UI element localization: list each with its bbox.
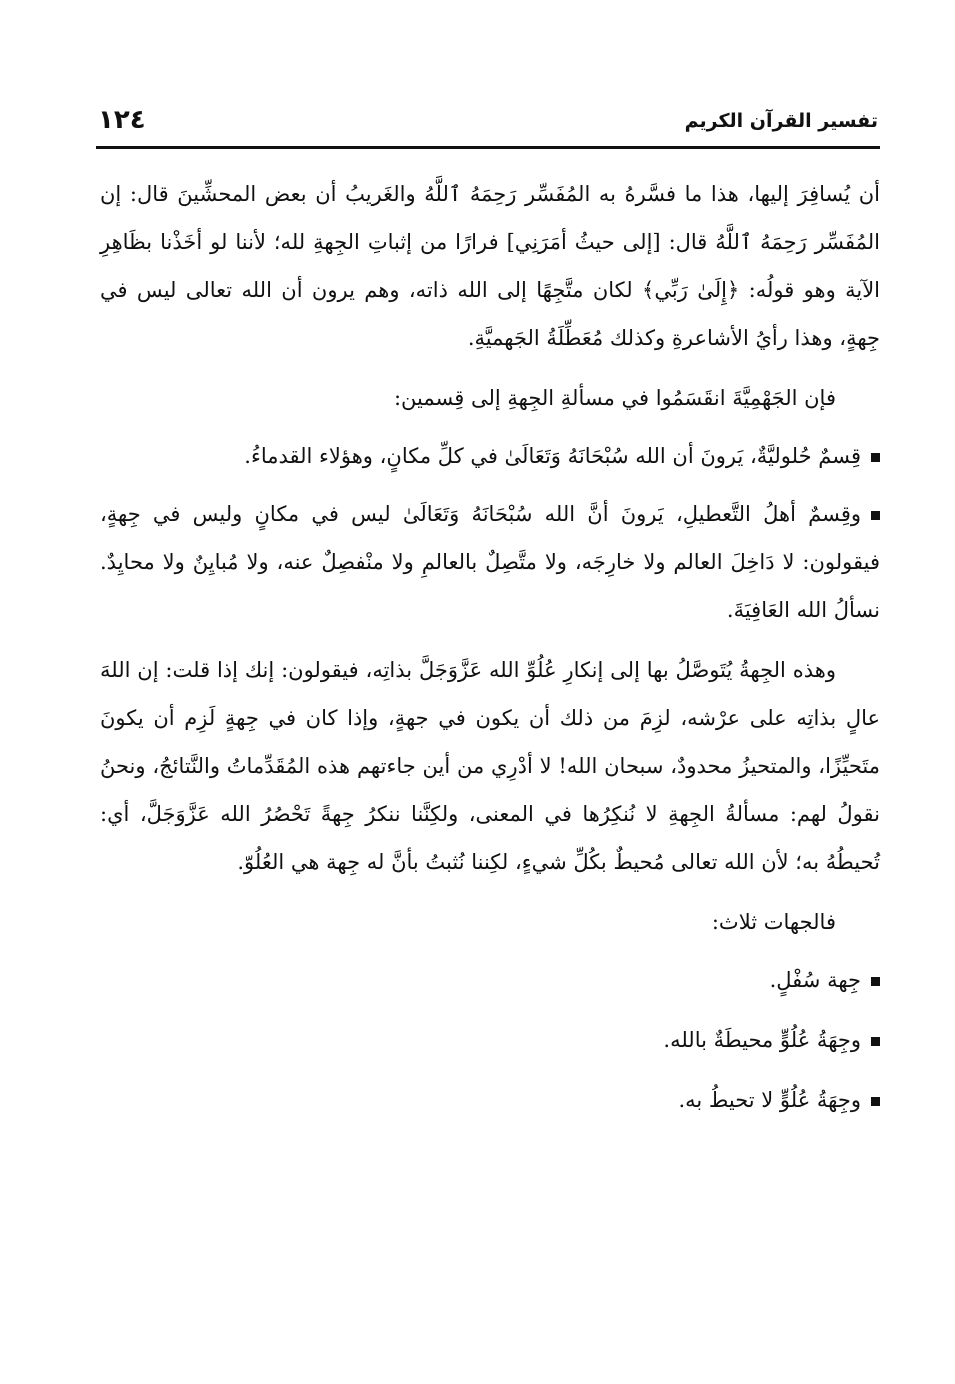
- list-item: [100, 1014, 880, 1066]
- paragraph-1: أن يُسافِرَ إليها، هذا ما فسَّرهُ به المُفَسِّر رَحِمَهُ ٱللَّهُ والغَريبُ أن بعض المحشِّينَ قال: إن المُفَسِّر رَحِمَهُ ٱللَّهُ قال: [إلى حيثُ أمَرَنِي] فرارًا من إثباتِ الجِهةِ لله؛ لأننا لو أخَذْنا بظَاهِرِ الآية وهو قولُه: ﴿إِلَىٰ رَبِّي﴾ لكان متَّجِهًا إلى الله ذاته، وهم يرون أن الله تعالى ليس في جِهةٍ، وهذا رأيُ الأشاعرةِ وكذلك مُعَطِّلَةُ الجَهميَّةِ.: [100, 182, 880, 350]
- book-title: تفسير القرآن الكريم: [684, 110, 878, 132]
- running-header: [98, 102, 878, 144]
- bullet-square-icon: [871, 1037, 880, 1046]
- paragraph-3: وهذه الجِهةُ يُتَوصَّلُ بها إلى إنكارِ عُلُوِّ الله عَزَّوَجَلَّ بذاتِه، فيقولون: إنك إذا قلت: إن اللهَ عالٍ بذاتِه على عرْشه، لزِمَ من ذلك أن يكون في جهةٍ، وإذا كان في جِهةٍ لَزِم أن يكونَ متَحيِّزًا، والمتحيزُ محدودٌ، سبحان الله! لا أدْرِي من أين جاءتهم هذه المُقَدِّماتُ والنَّتائجُ، ونحنُ نقولُ لهم: مسألةُ الجِهةِ لا نُنكِرُها في المعنى، ولكِنَّنا ننكرُ جِهةً تَحْصُرُ الله عَزَّوَجَلَّ، أي: تُحيطُهُ به؛ لأن الله تعالى مُحيطٌ بكُلِّ شيءٍ، لكِننا نُثبتُ بأنَّ له جِهة هي العُلُوّ.: [100, 658, 880, 874]
- list-item: [100, 1074, 880, 1126]
- bullet-item-2: [100, 490, 880, 634]
- bullet-text: وقِسمٌ أهلُ التَّعطيلِ، يَرونَ أنَّ الله سُبْحَانَهُ وَتَعَالَىٰ ليس في مكانٍ وليس في جِهةٍ، فيقولون: لا دَاخِلَ العالم ولا خارِجَه، ولا متَّصِلٌ بالعالمِ ولا منْفصِلٌ عنه، ولا مُبايِنٌ ولا محايِدٌ. نسألُ الله العَافِيَةَ.: [100, 502, 880, 622]
- page-number: ١٢٤: [98, 105, 146, 135]
- paragraph-4: فالجهات ثلاث:: [711, 910, 836, 934]
- paragraph-2: فإن الجَهْمِيَّةَ انقَسَمُوا في مسألةِ الجِهةِ إلى قِسمين:: [393, 386, 836, 410]
- list-item-text: وجِهَةُ عُلُوٍّ لا تحيطُ به.: [678, 1088, 861, 1112]
- bullet-square-icon: [871, 977, 880, 986]
- bullet-square-icon: [871, 511, 880, 520]
- list-item: [100, 954, 880, 1006]
- main-text: [100, 170, 880, 1126]
- bullet-square-icon: [871, 453, 880, 462]
- bullet-square-icon: [871, 1097, 880, 1106]
- bullet-item-1: [100, 432, 880, 480]
- bullet-text: قِسمٌ حُلوليَّةٌ، يَرونَ أن الله سُبْحَانَهُ وَتَعَالَىٰ في كلِّ مكانٍ، وهؤلاء القدماءُ.: [244, 444, 861, 468]
- header-rule: [96, 146, 880, 149]
- list-item-text: وجِهَةُ عُلُوٍّ محيطَةٌ بالله.: [663, 1028, 861, 1052]
- list-item-text: جِهة سُفْلٍ.: [769, 968, 861, 992]
